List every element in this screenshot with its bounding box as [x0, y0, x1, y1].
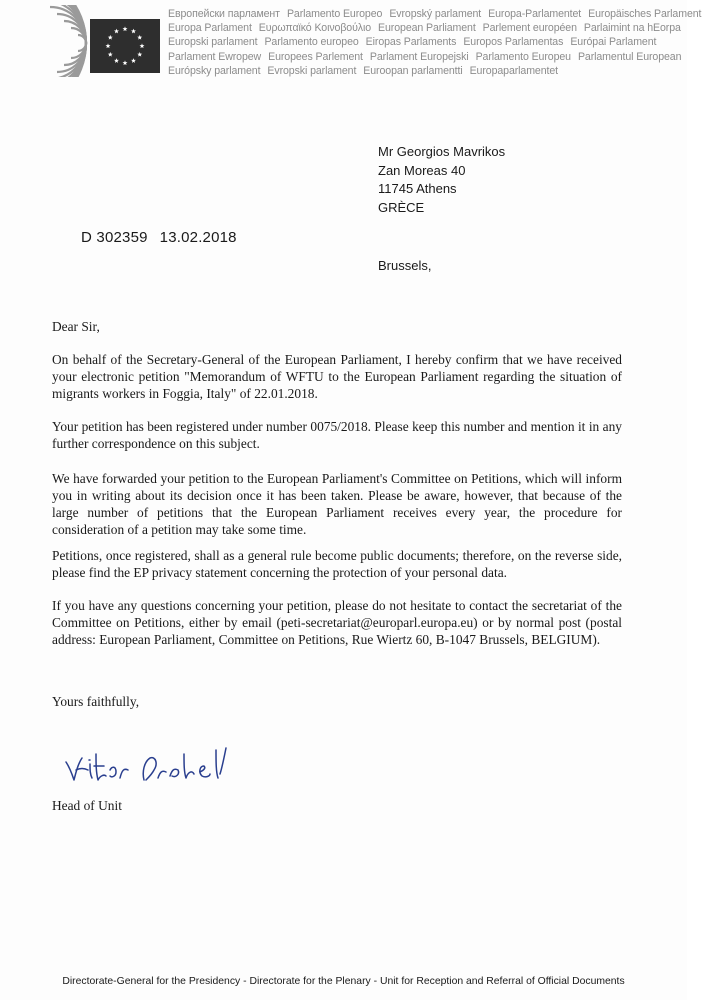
signatory-title: Head of Unit [52, 798, 122, 813]
institution-names-row [168, 35, 683, 49]
recipient-address [378, 143, 505, 217]
footer-department: Directorate-General for the Presidency - Directorate for the Plenary - Unit for Reception and Referral of Official Documents [62, 976, 625, 987]
recipient-street: Zan Moreas 40 [378, 162, 466, 178]
institution-name: Eiropas Parlaments [365, 36, 457, 49]
recipient-name: Mr Georgios Mavrikos [378, 144, 506, 159]
institution-name: Europaparlamentet [469, 64, 558, 77]
recipient-country: GRÈCE [378, 199, 425, 215]
paragraph-privacy: Petitions, once registered, shall as a general rule become public documents; therefore, on the reverse side, please find the EP privacy statement concerning the protection of your personal data. [52, 548, 622, 580]
institution-name: Europos Parlamentas [463, 36, 564, 49]
paragraph-forwarding: We have forwarded your petition to the European Parliament's Committee on Petitions, which will inform you in writing about its decision once it has been taken. Please be aware, however, that because of the large number of petitions that the European Parliament receives every year, the procedure for consideration of a petition may take some time. [52, 471, 622, 537]
institution-name: Parlement européen [482, 22, 577, 35]
paragraph-contact: If you have any questions concerning your petition, please do not hesitate to contact the secretariat of the Committee on Petitions, either by email (peti-secretariat@europarl.europa.eu) or by normal post (postal address: European Parliament, Committee on Petitions, Rue Wiertz 60, B-1047 Brussels, BELGIUM). [52, 598, 622, 647]
institution-names-row [168, 21, 683, 35]
reference-date: 13.02.2018 [159, 229, 237, 246]
institution-name: Ευρωπαϊκό Κοινοβούλιο [258, 22, 372, 35]
institution-name: Evropski parlament [267, 64, 357, 77]
institution-name: Parlaimint na hEorpa [583, 22, 681, 35]
institution-names [168, 7, 702, 78]
institution-name: Parlamentul European [577, 50, 682, 63]
institution-names-row [168, 7, 702, 21]
institution-name: Európsky parlament [168, 64, 261, 77]
institution-name: Európai Parlament [570, 36, 657, 49]
handwritten-signature-icon [60, 740, 260, 790]
institution-name: Parlament Ewropew [168, 50, 262, 63]
reference-number: D 302359 [81, 229, 148, 246]
place: Brussels, [378, 258, 432, 273]
institution-name: Europa-Parlamentet [488, 8, 582, 20]
institution-name: Европейски парламент [168, 8, 280, 20]
european-parliament-logo-icon [6, 5, 162, 77]
institution-name: Europa Parlament [168, 22, 252, 35]
paragraph-confirmation: On behalf of the Secretary-General of the European Parliament, I hereby confirm that we have received your electronic petition "Memorandum of WFTU to the European Parliament regarding the situation of migrants workers in Foggia, Italy" of 22.01.2018. [52, 352, 622, 401]
recipient-city: 11745 Athens [378, 181, 457, 196]
institution-names-row [168, 50, 683, 64]
institution-name: Parlamento Europeu [475, 50, 571, 63]
document-reference [81, 229, 237, 246]
institution-name: Europäisches Parlament [588, 8, 702, 20]
institution-name: Euroopan parlamentti [363, 64, 463, 77]
institution-name: Parlament Europejski [369, 50, 469, 63]
salutation: Dear Sir, [52, 319, 100, 334]
institution-names-row [168, 64, 683, 78]
closing: Yours faithfully, [52, 694, 140, 709]
institution-name: Europski parlament [168, 36, 258, 49]
institution-name: Europees Parlement [268, 50, 363, 63]
paragraph-registration: Your petition has been registered under number 0075/2018. Please keep this number and mention it in any further correspondence on this subject. [52, 419, 622, 451]
institution-name: European Parliament [378, 22, 476, 35]
institution-name: Evropský parlament [389, 8, 482, 20]
institution-name: Parlamento Europeo [286, 8, 383, 20]
institution-name: Parlamento europeo [264, 36, 359, 49]
